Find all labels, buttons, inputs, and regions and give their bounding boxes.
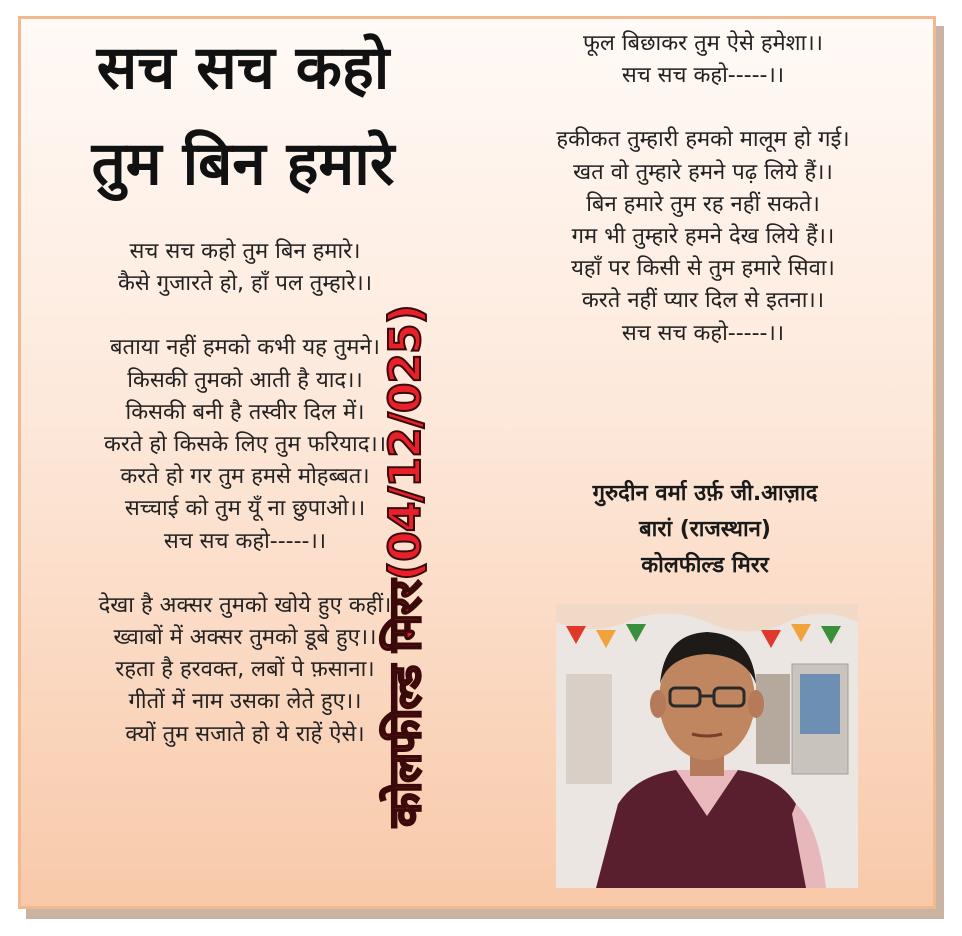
poem-line: सच्चाई को तुम यूँ ना छुपाओ।। xyxy=(124,496,366,522)
author-block xyxy=(520,476,890,584)
poem-line: करते नहीं प्यार दिल से इतना।। xyxy=(581,288,825,314)
poem-line: ख्वाबों में अक्सर तुमको डूबे हुए।। xyxy=(113,625,377,651)
poem-line: बिन हमारे तुम रह नहीं सकते। xyxy=(586,191,820,217)
poem-line: यहाँ पर किसी से तुम हमारे सिवा। xyxy=(571,256,835,282)
poem-line: सच सच कहो-----।। xyxy=(621,63,785,89)
poem-line: कैसे गुजारते हो, हाँ पल तुम्हारे।। xyxy=(117,271,373,297)
poem-line: सच सच कहो-----।। xyxy=(621,320,785,346)
poem-right-column xyxy=(490,28,916,350)
vertical-stamp-text: कोलफील्ड मिरर(04/12/025) xyxy=(380,305,431,827)
poem-line: गम भी तुम्हारे हमने देख लिये हैं।। xyxy=(571,224,835,250)
poem-line: किसकी बनी है तस्वीर दिल में। xyxy=(125,399,365,425)
poem-line: हकीकत तुम्हारी हमको मालूम हो गई। xyxy=(556,127,850,153)
poem-line: करते हो किसके लिए तुम फरियाद।। xyxy=(103,432,387,458)
poem-line: सच सच कहो-----।। xyxy=(163,528,327,554)
poem-title-line-1: सच सच कहो xyxy=(96,33,390,103)
poem-line: क्यों तुम सजाते हो ये राहें ऐसे। xyxy=(125,721,365,747)
poem-line: रहता है हरवक्त, लबों पे फ़साना। xyxy=(115,657,375,683)
stanza-gap xyxy=(490,92,916,124)
poem-title-line-2: तुम बिन हमारे xyxy=(91,129,395,199)
poem-line: गीतों में नाम उसका लेते हुए।। xyxy=(128,689,362,715)
author-name: गुरुदीन वर्मा उर्फ़ जी.आज़ाद xyxy=(592,481,818,506)
author-portrait-image xyxy=(556,604,858,888)
poem-line: सच सच कहो तुम बिन हमारे। xyxy=(129,239,361,264)
poem-line: खत वो तुम्हारे हमने पढ़ लिये हैं।। xyxy=(573,159,833,185)
author-publication: कोलफील्ड मिरर xyxy=(641,553,769,578)
poem-line: फूल बिछाकर तुम ऐसे हमेशा।। xyxy=(582,31,824,56)
poem-line: देखा है अक्सर तुमको खोये हुए कहीं। xyxy=(98,592,392,618)
poem-line: बताया नहीं हमको कभी यह तुमने। xyxy=(110,335,380,361)
poem-line: किसकी तुमको आती है याद।। xyxy=(127,367,363,393)
poem-line: करते हो गर तुम हमसे मोहब्बत। xyxy=(120,464,370,490)
author-place: बारां (राजस्थान) xyxy=(639,517,771,542)
author-photo xyxy=(556,604,858,888)
